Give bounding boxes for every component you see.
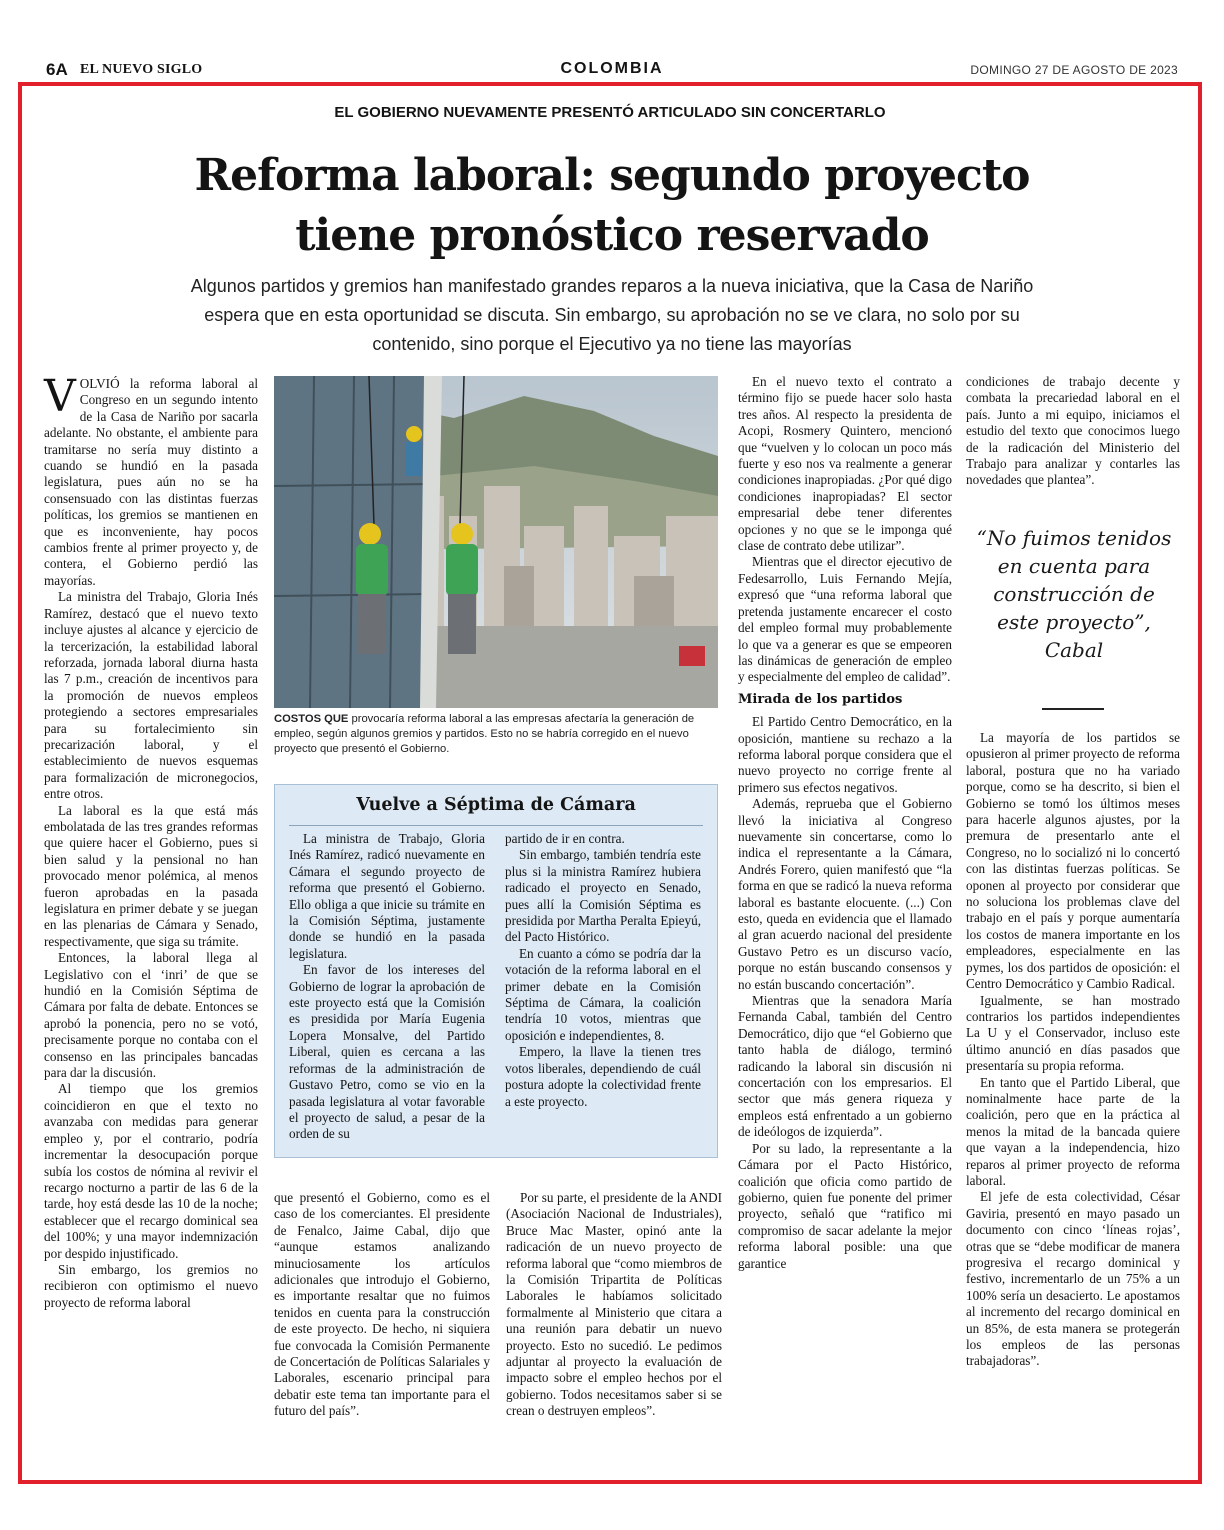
paragraph: El Partido Centro Democrático, en la oposición, mantiene su rechazo a la reforma laboral porque considera que el nuevo proyecto no corrige frente al primero sus efectos negativos.: [738, 714, 952, 795]
paragraph: Igualmente, se han mostrado contrarios los partidos independientes La U y el Conservador, incluso este último anunció en días pasados que presentaría su propia reforma.: [966, 992, 1180, 1074]
paragraph: Por su lado, la representante a la Cámara por el Pacto Histórico, coalición que oficia como partido de gobierno, quien fue ponente del primer proyecto, señaló que “ratifico mi compromiso de sacar adelante la mejor reforma laboral posible: una que garantice: [738, 1140, 952, 1271]
paragraph: La mayoría de los partidos se opusieron al primer proyecto de reforma laboral, postura que no ha variado porque, como se ha descrito, si bien el Gobierno se tomó los últimos meses para hacerle algunos ajustes, por la premura de presentarlo ante el Congreso, no lo socializó ni lo concertó con las distintas fuerzas políticas. Se oponen al proyecto por considerar que no soluciona los problemas clave del trabajo en el país y porque aumentaría los costos de manera importante en los empleadores, especialmente en las pymes, los dos partidos de oposición: el Centro Democrático y Cambio Radical.: [966, 730, 1180, 992]
photo-caption: [274, 712, 718, 757]
paragraph: Sin embargo, los gremios no recibieron con optimismo el nuevo proyecto de reforma laboral: [44, 1261, 258, 1310]
sidebar-column-right: [505, 831, 701, 1110]
paragraph: En cuanto a cómo se podría dar la votación de la reforma laboral en el primer debate en la Comisión Séptima de Cámara, la coalición tendría 10 votos, mientras que oposición e independientes, 8.: [505, 945, 701, 1043]
sidebar-divider: [289, 825, 703, 826]
paragraph: [44, 371, 258, 589]
headline-line-2: tiene pronóstico reservado: [295, 210, 929, 261]
paragraph: Empero, la llave la tienen tres votos liberales, dependiendo de cuál postura adopte la colectividad frente a este proyecto.: [505, 1044, 701, 1109]
paragraph: En el nuevo texto el contrato a término fijo se puede hacer solo hasta tres años. Al respecto la presidenta de Acopi, Rosmery Quintero, mencionó que “vuelven y lo colocan un poco más fuerte y eso nos va realmente a generar condiciones inapropiadas. ¿Por qué digo condiciones inapropiadas? El sector empresarial debe tener diferentes opciones y no que se le imponga qué clase de contrato debe utilizar”.: [738, 374, 952, 554]
paragraph: Mientras que la senadora María Fernanda Cabal, también del Centro Democrático, dijo que “el Gobierno que tanto habla de diálogo, terminó radicando la laboral sin discusión ni concertación con los empresarios. El sector que más genera riqueza y empleos está enfrentado a un gobierno de ideólogos de izquierda”.: [738, 993, 952, 1140]
headline: [100, 146, 1124, 266]
column-5-top: [966, 374, 1180, 489]
column-5-bottom: [966, 730, 1180, 1370]
paragraph: La ministra de Trabajo, Gloria Inés Ramírez, radicó nuevamente en Cámara el segundo proyecto de reforma que presentó el Gobierno. Ello obliga a que inicie su trámite en la Comisión Séptima, justamente donde se hundió en la pasada legislatura.: [289, 831, 485, 961]
page-number: 6A: [46, 60, 68, 79]
issue-date: DOMINGO 27 DE AGOSTO DE 2023: [970, 63, 1178, 77]
deck-subtitle: Algunos partidos y gremios han manifestado grandes reparos a la nueva iniciativa, que la Casa de Nariño espera que en esta oportunidad se discuta. Sin embargo, su aprobación no se ve clara, no solo por su contenido, sino porque el Ejecutivo ya no tiene las mayorías: [190, 276, 1034, 354]
column-3: [506, 1190, 722, 1420]
paragraph: El jefe de esta colectividad, César Gaviria, presentó en mayo pasado un documento con cinco ‘líneas rojas’, otras que se “debe modificar de manera progresiva el recargo dominical y festivo, incrementarlo de un 75% a un 100% sería un desacierto. Le apostamos al incremento del recargo dominical en un 85%, de esta manera se protegerán los empleos de las personas trabajadoras”.: [966, 1189, 1180, 1369]
column-2: [274, 1190, 490, 1420]
paragraph: Además, reprueba que el Gobierno llevó la iniciativa al Congreso nuevamente sin concertarse, como lo indica el representante a la Cámara, Andrés Forero, quien manifestó que “la forma en que se radicó la nueva reforma laboral es bastante elocuente. (...) Con esto, queda en evidencia que el llamado al gran acuerdo nacional del presidente Gustavo Petro es un discurso vacío, porque no están buscando consensos y no están buscando concertación”.: [738, 796, 952, 992]
drop-cap: V: [44, 371, 76, 422]
subheading: Mirada de los partidos: [738, 691, 903, 707]
paragraph: que presentó el Gobierno, como es el caso de los comerciantes. El presidente de Fenalco, Jaime Cabal, dijo que “aunque estamos analizando minuciosamente los artículos adicionales que introdujo el Gobierno, es importante resaltar que no fuimos tenidos en cuenta para la construcción de este proyecto. De hecho, ni siquiera fue convocada la Comisión Permanente de Concertación de Políticas Salariales y Laborales, escenario principal para debatir este tema tan importante para el futuro del país”.: [274, 1190, 490, 1419]
sidebar-column-left: [289, 831, 485, 1143]
paragraph: Sin embargo, también tendría este plus si la ministra Ramírez hubiera radicado el proyecto en Senado, pues allí la Comisión Séptima es presidida por Martha Peralta Epieyú, del Pacto Histórico.: [505, 847, 701, 945]
caption-lead: COSTOS QUE: [274, 713, 349, 725]
paragraph: condiciones de trabajo decente y combata la precariedad laboral en el país. Junto a mi equipo, iniciamos el estudio del texto que conocimos luego de la radicación del Ministerio del Trabajo para analizar y contarles las novedades que plantea”.: [966, 374, 1180, 488]
paragraph-text: OLVIÓ la reforma laboral al Congreso en un segundo intento de la Casa de Nariño por sacarla adelante. No obstante, el ambiente para tramitarse no sería muy distinto a cuando se hundió en la pasada legislatura, pues aún no se ha consensuado con las distintas fuerzas políticas, los gremios se mantienen en que es inconveniente, hay pocos cambios frente al primer proyecto y, de contera, el Gobierno perdió las mayorías.: [44, 376, 258, 588]
paragraph: Entonces, la laboral llega al Legislativo con el ‘inri’ de que se hundió en la Comisión Séptima de Cámara por falta de debate. Entonces se aprobó la ponencia, pero no se votó, precisamente porque no contaba con el consenso en las principales bancadas para dar la discusión.: [44, 950, 258, 1081]
masthead-logo: EL NUEVO SIGLO: [80, 62, 203, 77]
column-1: [44, 371, 258, 1311]
paragraph: Al tiempo que los gremios coincidieron en que el texto no avanzaba con medidas para generar empleo y, por el contrario, podría incrementar la desocupación porque subía los costos de nómina al revivir el recargo nocturno a partir de las 6 de la tarde, hoy está desde las 10 de la noche; establecer que el recargo dominical sea del 100%; y una mayor indemnización por despido injustificado.: [44, 1081, 258, 1261]
paragraph: La ministra del Trabajo, Gloria Inés Ramírez, destacó que el nuevo texto incluye ajustes al alcance y ejercicio de la tercerización, la estabilidad laboral reforzada, jornada laboral diurna hasta las 7 p.m., creación de incentivos para la promoción de nuevos empleos protegiendo a sectores empresariales para su fortalecimiento sin precarización laboral, y el establecimiento de nuevos esquemas para formalización de micronegocios, entre otros.: [44, 589, 258, 802]
paragraph: partido de ir en contra.: [505, 831, 625, 846]
sidebar-box: [274, 784, 718, 1158]
page-header: [40, 60, 1184, 82]
column-4: [738, 374, 952, 1272]
paragraph: En tanto que el Partido Liberal, que nominalmente hace parte de la coalición, pero que en la práctica al menos la mitad de la bancada quiere que vayan a la independencia, hizo reparos al primer proyecto de reforma laboral.: [966, 1074, 1180, 1188]
photo-window-cleaners: [274, 376, 718, 708]
caption-text: provocaría reforma laboral a las empresas afectaría la generación de empleo, según algunos gremios y partidos. Esto no se habría corregido en el nuevo proyecto que presentó el Gobierno.: [274, 713, 695, 755]
pull-quote: “No fuimos tenidos en cuenta para construcción de este proyecto”, Cabal: [976, 526, 1172, 662]
paragraph: Mientras que el director ejecutivo de Fedesarrollo, Luis Fernando Mejía, expresó que “una reforma laboral que pretenda justamente encarecer el costo del empleo formal muy probablemente lo que va a generar es que se empeoren las dinámicas de generación de empleo y especialmente del empleo de calidad”.: [738, 554, 952, 685]
sidebar-title: Vuelve a Séptima de Cámara: [356, 795, 636, 815]
kicker: EL GOBIERNO NUEVAMENTE PRESENTÓ ARTICULADO SIN CONCERTARLO: [334, 104, 886, 121]
paragraph: Por su parte, el presidente de la ANDI (Asociación Nacional de Industriales), Bruce Mac Master, opinó ante la radicación de un nuevo proyecto de reforma laboral que “como miembros de la Comisión Tripartita de Políticas Laborales le habíamos solicitado formalmente al Ministerio que citara a una reunión para debatir un nuevo proyecto. Esto no sucedió. Le pedimos adjuntar al proyecto la evaluación de impacto sobre el empleo hechos por el gobierno. Todos necesitamos saber si se crean o destruyen empleos”.: [506, 1190, 722, 1419]
pull-quote-rule: [1042, 708, 1104, 710]
headline-line-1: Reforma laboral: segundo proyecto: [194, 150, 1030, 201]
paragraph: La laboral es la que está más embolatada de las tres grandes reformas que quiere hacer el Gobierno, pues si bien salud y la pensional no han provocado menor polémica, al menos fueron aprobadas en la pasada legislatura en primer debate y se juegan en las plenarias de Cámara y Senado, respectivamente, que siga su trámite.: [44, 802, 258, 949]
news-photo: [274, 376, 718, 708]
paragraph: En favor de los intereses del Gobierno de lograr la aprobación de este proyecto está que la Comisión es presidida por María Eugenia Lopera Monsalve, del Partido Liberal, quien es cercana a las reformas de la administración de Gustavo Petro, como se vio en la pasada legislatura al votar favorable el proyecto de salud, a pesar de la orden de su: [289, 962, 485, 1142]
section-name: COLOMBIA: [560, 60, 664, 77]
